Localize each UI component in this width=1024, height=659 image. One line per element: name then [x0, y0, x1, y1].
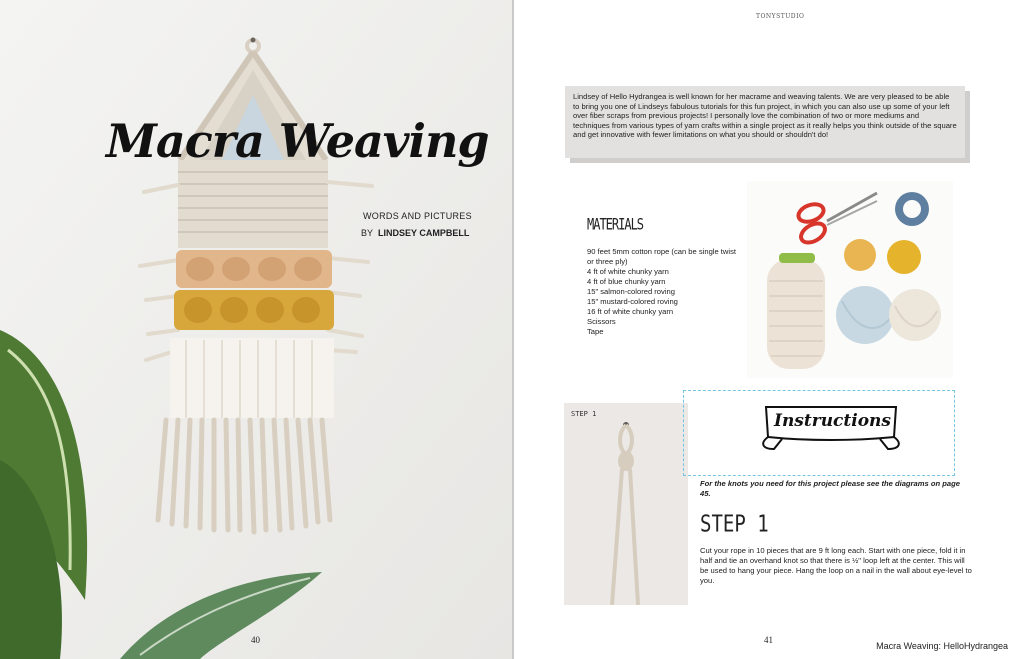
material-item: 4 ft of white chunky yarn [587, 267, 669, 276]
step-1-photo [564, 403, 688, 605]
step-text: Cut your rope in 10 pieces that are 9 ft long each. Start with one piece, fold it in half and tie an overhand knot so that there is ½" loop left at the center. This will be used to hang your piece. Hang the loop on a nail in the wall about eye-level to you. [700, 546, 972, 585]
step-heading: STEP 1 [700, 511, 769, 538]
page-number-left: 40 [251, 635, 260, 645]
article-title: Macra Weaving [106, 114, 489, 168]
intro-paragraph: Lindsey of Hello Hydrangea is well known for her macrame and weaving talents. We are very pleased to be able to bring you one of Lindseys fabulous tutorials for this fun project, in which you can also use up some of your left over fiber scraps from previous projects! I personally love the combination of two or more mediums and techniques from various types of yarn crafts within a single project as it really helps you think outside of the square and get innovative with fewer limitations on what you should or shouldn't do! [565, 86, 965, 158]
byline-author: LINDSEY CAMPBELL [378, 228, 470, 238]
byline-label: WORDS AND PICTURES [363, 211, 472, 221]
instructions-banner [756, 397, 906, 453]
byline [361, 228, 469, 238]
materials-list [587, 247, 737, 337]
materials-heading: MATERIALS [587, 215, 644, 234]
running-head: TONYSTUDIO [756, 13, 805, 20]
supplies-photo [747, 181, 953, 378]
footer-credit: Macra Weaving: HelloHydrangea [876, 641, 1008, 651]
material-item: 4 ft of blue chunky yarn [587, 277, 666, 286]
page-number-right: 41 [764, 635, 773, 645]
material-item: 16 ft of white chunky yarn [587, 307, 674, 316]
material-item: 15" mustard-colored roving [587, 297, 678, 306]
material-item: Scissors [587, 317, 616, 326]
material-item: 15" salmon-colored roving [587, 287, 675, 296]
byline-by: BY [361, 228, 374, 238]
step-photo-label: STEP 1 [571, 410, 597, 418]
banner-text: Instructions [774, 411, 891, 431]
material-item: 90 feet 5mm cotton rope (can be single twist or three ply) [587, 247, 736, 266]
material-item: Tape [587, 327, 604, 336]
knots-note: For the knots you need for this project please see the diagrams on page 45. [700, 479, 960, 498]
